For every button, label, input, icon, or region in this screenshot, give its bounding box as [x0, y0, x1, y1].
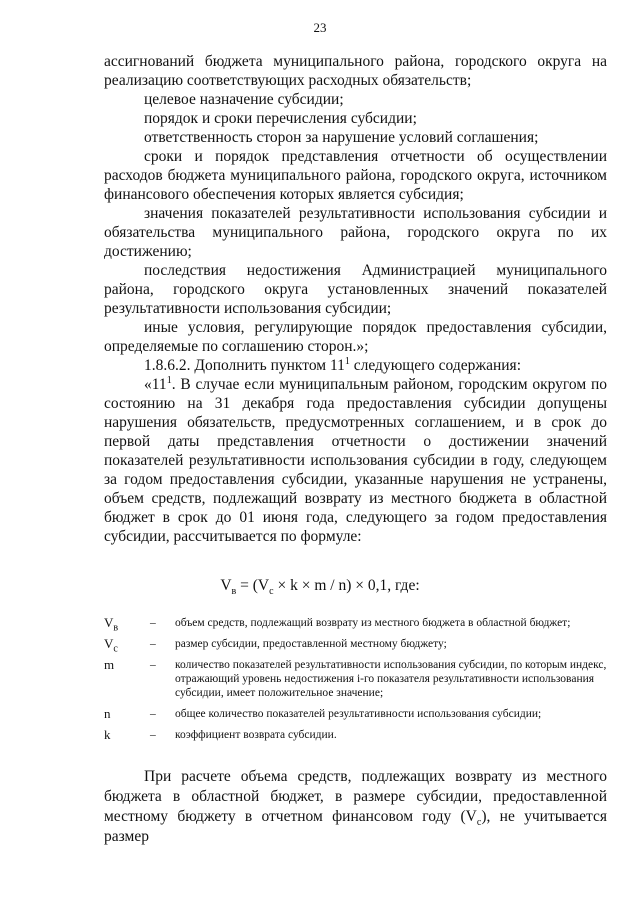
legend-row [104, 615, 607, 634]
closing-text: При расчете объема средств, подлежащих возврату из местного бюджета в областной бюджет, в размере субсидии, предоставленной местному бюджету в отчетном финансовом году (V [104, 768, 607, 825]
paragraph: порядок и сроки перечисления субсидии; [144, 110, 417, 127]
legend-text: количество показателей результативности использования субсидии, по которым индекс, отражающий уровень недостижения i-го показателя результативности использования субсидии, имеет положительное значение; [175, 659, 607, 699]
point-text: 1.8.6.2. Дополнить пунктом 11 [144, 357, 345, 374]
formula-rest: × k × m / n) × 0,1, где: [273, 577, 420, 594]
legend-symbol: n [104, 706, 111, 721]
paragraph: целевое назначение субсидии; [144, 91, 344, 108]
legend-row [104, 658, 607, 700]
paragraph: сроки и порядок представления отчетности об осуществлении расходов бюджета муниципального района, городского округа, источником финансового обеспечения которых является субсидия; [104, 148, 607, 203]
legend-text: размер субсидии, предоставленной местному бюджету; [175, 638, 447, 650]
paragraph: последствия недостижения Администрацией муниципального района, городского округа установленных значений показателей результативности использования субсидии; [104, 262, 607, 317]
formula-mid: = (V [236, 577, 270, 594]
quote-number: «11 [144, 376, 167, 393]
paragraph: ассигнований бюджета муниципального района, городского округа на реализацию соответствующих расходных обязательств; [104, 53, 607, 89]
body-text [104, 52, 607, 546]
formula-legend [104, 616, 607, 749]
legend-dash: – [150, 638, 156, 650]
paragraph [104, 767, 607, 847]
paragraph: значения показателей результативности использования субсидии и обязательства муниципального района, городского округа по их достижению; [104, 205, 607, 260]
legend-text: коэффициент возврата субсидии. [175, 729, 337, 741]
legend-symbol: $V_в$ [104, 615, 119, 634]
legend-dash: – [150, 659, 156, 671]
quote-text: . В случае если муниципальным районом, городским округом по состоянию на 31 декабря года предоставления субсидии допущены нарушения обязательств, предусмотренных соглашением, и в срок до первой даты представления отчетности о достижении значений показателей результативности использования субсидии в году, следующем за годом предоставления субсидии, указанные нарушения не устранены, объем средств, подлежащий возврату из местного бюджета в областной бюджет в срок до 01 июня года, следующего за годом предоставления субсидии, рассчитывается по формуле: [104, 376, 607, 545]
quoted-paragraph [104, 375, 607, 546]
legend-symbol: $V_с$ [104, 636, 118, 655]
paragraph: ответственность сторон за нарушение условий соглашения; [144, 129, 539, 146]
point-heading [104, 356, 607, 375]
closing-paragraph [104, 767, 607, 847]
formula-c-sub: с [269, 586, 274, 598]
quote-superscript: 1 [166, 374, 172, 386]
legend-text: объем средств, подлежащий возврату из местного бюджета в областной бюджет; [175, 617, 571, 629]
formula-v: V [220, 577, 232, 594]
paragraph: иные условия, регулирующие порядок предоставления субсидии, определяемые по соглашению сторон.»; [104, 319, 607, 355]
closing-subscript: с [476, 817, 482, 829]
formula-v-sub: в [231, 586, 237, 598]
page-number: 23 [313, 20, 327, 35]
legend-dash: – [150, 729, 156, 741]
legend-dash: – [150, 617, 156, 629]
legend-symbol: k [104, 727, 111, 742]
legend-row [104, 707, 607, 721]
legend-symbol: m [104, 657, 115, 672]
legend-dash: – [150, 708, 156, 720]
legend-row [104, 728, 607, 742]
legend-row [104, 636, 607, 655]
closing-text-end: ), не учитывается размер [104, 808, 607, 845]
legend-text: общее количество показателей результативности использования субсидии; [175, 708, 542, 720]
point-text-end: следующего содержания: [349, 357, 521, 374]
formula [0, 576, 640, 598]
point-superscript: 1 [344, 355, 350, 367]
